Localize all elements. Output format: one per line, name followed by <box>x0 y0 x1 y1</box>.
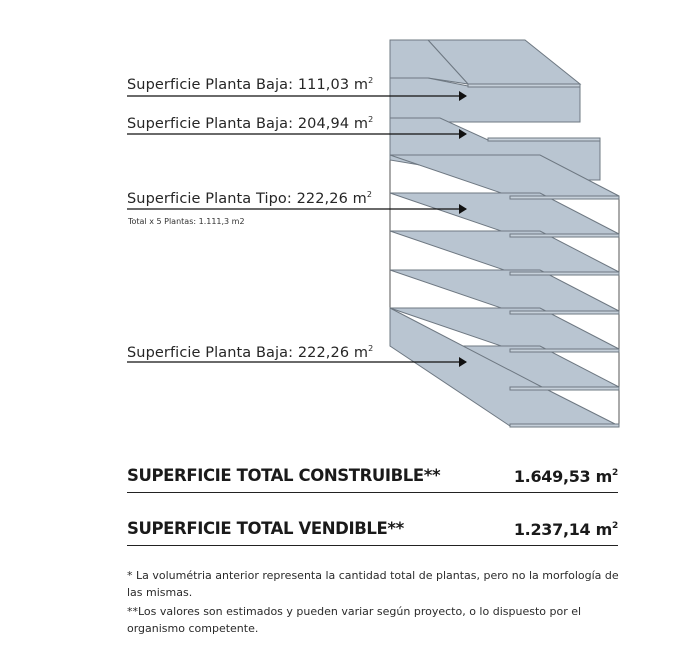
floor-label-3-sublabel: Total x 5 Plantas: 1.111,3 m2 <box>128 217 245 226</box>
total-vendible-unit-sup: 2 <box>612 521 618 531</box>
floor-label-3-unit-sup: 2 <box>366 190 373 199</box>
total-construible-row <box>127 462 618 493</box>
floor-label-1 <box>127 76 373 93</box>
total-vendible-label: SUPERFICIE TOTAL VENDIBLE** <box>127 519 404 538</box>
total-construible-value <box>514 467 618 486</box>
floor-label-2-text: Superficie Planta Baja: 204,94 m <box>127 116 369 132</box>
total-construible-number: 1.649,53 m <box>513 467 613 486</box>
floor-label-1-text: Superficie Planta Baja: 111,03 m <box>127 77 369 93</box>
floor-label-3 <box>127 190 372 207</box>
floor-label-4 <box>127 344 373 361</box>
total-vendible-number: 1.237,14 m <box>513 520 613 539</box>
footnote-estimates: **Los valores son estimados y pueden variar según proyecto, o lo dispuesto por el organismo competente. <box>127 605 582 635</box>
total-vendible-row <box>127 515 618 546</box>
floor-label-1-unit-sup: 2 <box>368 76 374 85</box>
total-construible-unit-sup: 2 <box>612 468 618 478</box>
total-construible-label: SUPERFICIE TOTAL CONSTRUIBLE** <box>127 466 441 485</box>
total-vendible-value <box>514 520 618 539</box>
floor-label-2-unit-sup: 2 <box>368 115 374 124</box>
floor-label-3-text: Superficie Planta Tipo: 222,26 m <box>127 191 367 207</box>
floor-slabs <box>390 40 619 426</box>
floor-label-2 <box>127 115 373 132</box>
floor-label-4-text: Superficie Planta Baja: 222,26 m <box>127 345 369 361</box>
slab-8 <box>390 270 619 311</box>
floor-label-4-unit-sup: 2 <box>368 344 374 353</box>
footnote-volumetry: * La volumétria anterior representa la cantidad total de plantas, pero no la morfología de las mismas. <box>127 569 619 599</box>
